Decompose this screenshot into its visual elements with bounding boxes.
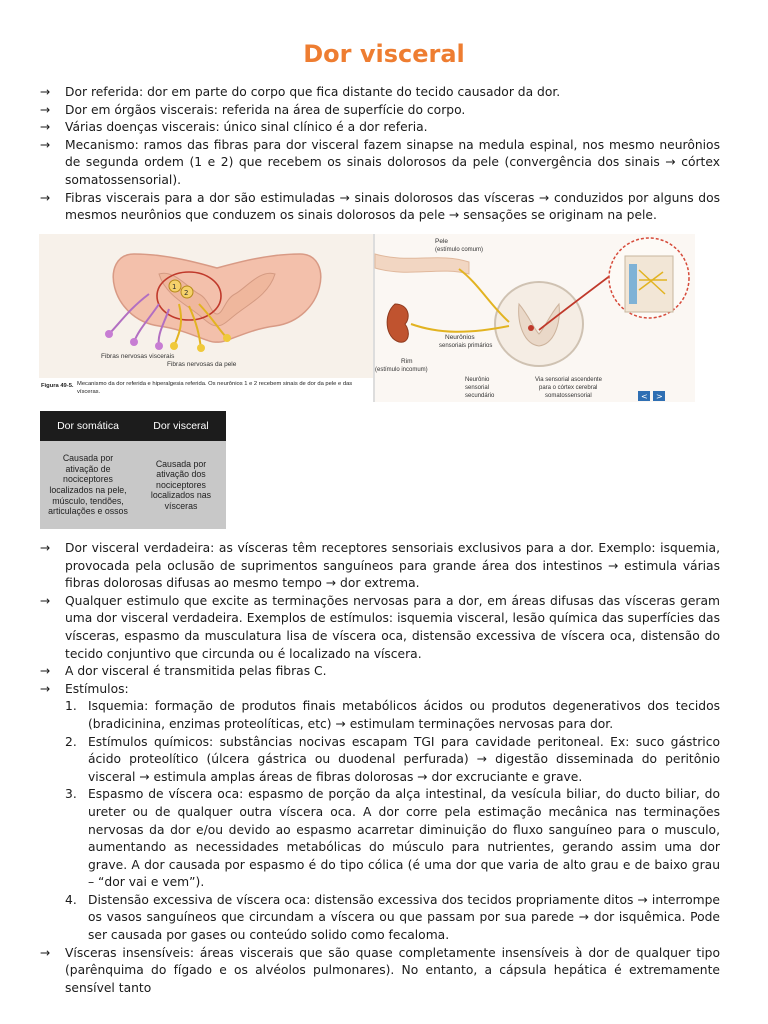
page-title: Dor visceral <box>303 40 465 68</box>
chevron-left-icon: < <box>641 392 648 401</box>
stimulus-item: 1. Isquemia: formação de produtos finais metabólicos ácidos ou produtos degenerativos dos tecidos (bradicinina, enzimas proteolíticas, etc) → estimulam terminações nervosas para dor. <box>65 699 720 731</box>
cell-dor-somatica: Causada por ativação de nociceptores localizados na pele, músculo, tendões, articulações e ossos <box>48 453 128 517</box>
label-neuronio-sec-3: secundário <box>465 393 495 399</box>
list-item: → Estímulos: <box>40 681 720 699</box>
visceral-receptor-3 <box>155 342 163 350</box>
arrow-bullet-icon: → <box>40 120 51 135</box>
header-dor-visceral: Dor visceral <box>153 420 209 432</box>
skin-receptor-1 <box>170 342 178 350</box>
list-item: → Dor em órgãos viscerais: referida na área de superfície do corpo. <box>40 102 720 120</box>
list-item: → Dor visceral verdadeira: as vísceras têm receptores sensoriais exclusivos para a dor. Exemplo: isquemia, provocada pela oclusão de suprimentos sanguíneos para grande área dos intestinos → estimula várias fibras dolorosas difusas ao mesmo tempo → dor extrema. <box>40 541 720 591</box>
bullet-list-bottom <box>40 540 720 997</box>
table-header-row <box>40 411 226 441</box>
label-neuronios-sub: sensoriais primários <box>439 343 493 349</box>
list-item: → Vísceras insensíveis: áreas viscerais que são quase completamente insensíveis à dor de qualquer tipo (parênquima do fígado e os alvéolos pulmonares). No entanto, a cápsula hepática é extremamente sensível tanto <box>40 945 720 995</box>
spinal-cord-right <box>495 282 583 366</box>
figure-caption: Mecanismo da dor referida e hiperalgesia referida. Os neurônios 1 e 2 recebem sinais de dor da pele e das vísceras. <box>77 381 353 395</box>
label-pele: Pele <box>435 238 449 245</box>
arrow-bullet-icon: → <box>40 137 51 152</box>
stimulus-number: 1. <box>65 699 77 714</box>
arrow-bullet-icon: → <box>40 190 51 205</box>
label-pele-sub: (estímulo comum) <box>435 247 484 253</box>
referred-pain-figure <box>39 234 695 402</box>
stimulus-number: 2. <box>65 734 77 749</box>
list-item: → Fibras viscerais para a dor são estimuladas → sinais dolorosos das vísceras → conduzidos por alguns dos mesmos neurônios que conduzem os sinais dolorosos da pele → sensações se originam na pele. <box>40 190 720 223</box>
figure-svg <box>39 234 695 402</box>
cell-dor-visceral: Causada por ativação dos nociceptores localizados nas vísceras <box>150 458 212 511</box>
stimulus-item: 4. Distensão excessiva de víscera oca: distensão excessiva dos tecidos propriamente ditos → interrompe os vasos sanguíneos que circundam a víscera ou que passam por sua parede → dor isquêmica. Pode ser causada por gases ou conteúdo solido como fecaloma. <box>65 892 720 943</box>
chevron-right-icon: > <box>656 392 663 401</box>
list-item: → Dor referida: dor em parte do corpo que fica distante do tecido causador da dor. <box>40 84 720 102</box>
arrow-bullet-icon: → <box>40 664 51 679</box>
visceral-receptor-1 <box>105 330 113 338</box>
label-via-3: somatossensorial <box>545 393 592 399</box>
label-rim-sub: (estímulo incomum) <box>375 367 428 373</box>
skin-receptor-2 <box>197 344 205 352</box>
label-neuronio-sec-1: Neurônio <box>465 377 490 383</box>
list-item: → Mecanismo: ramos das fibras para dor visceral fazem sinapse na medula espinal, nos mesmo neurônios de segunda ordem (1 e 2) que recebem os sinais dolorosos da pele (convergência dos sinais → córtex somatossensorial). <box>40 137 720 187</box>
neuron-1-label: 1 <box>172 283 177 291</box>
figure-caption-wrap <box>77 380 371 402</box>
arrow-bullet-icon: → <box>40 945 51 960</box>
list-item: → A dor visceral é transmitida pelas fibras C. <box>40 663 720 681</box>
arrow-bullet-icon: → <box>40 593 51 608</box>
label-skin-fibers: Fibras nervosas da pele <box>167 361 237 368</box>
label-rim: Rim <box>401 358 413 365</box>
stimuli-list <box>40 698 720 944</box>
visceral-receptor-2 <box>130 338 138 346</box>
list-item: → Várias doenças viscerais: único sinal clínico é a dor referia. <box>40 119 720 137</box>
list-item: → Qualquer estimulo que excite as terminações nervosas para a dor, em áreas difusas das vísceras geram uma dor visceral verdadeira. Exemplos de estímulos: isquemia visceral, lesão química das superfícies das vísceras, espasmo da musculatura lisa de víscera oca, distensão excessiva de víscera oca, distensão do tecido conjuntivo que circunda ou é localizado na víscera. <box>40 593 720 661</box>
label-visceral-fibers: Fibras nervosas viscerais <box>101 353 175 360</box>
stimulus-item: 3. Espasmo de víscera oca: espasmo de porção da alça intestinal, da vesícula biliar, do ducto biliar, do ureter ou de qualquer outra víscera oca. A dor corre pela estimação mecânica nas terminações nervosas da dor e/ou devido ao espasmo acarretar diminuição do fluxo sanguíneo para o musculo, aumentando as necessidades metabólicas do músculo para nutrientes, gerando assim uma dor grave. A dor causada por espasmo é do tipo cólica (é uma dor que varia de alto grau e de baixo grau – “dor vai e vem”). <box>65 787 720 890</box>
stimulus-number: 4. <box>65 892 77 907</box>
label-via-1: Via sensorial ascendente <box>535 377 602 383</box>
bullet-list-top <box>40 84 720 225</box>
inset-blue-strip <box>629 264 637 304</box>
neuron-2-label: 2 <box>184 289 189 297</box>
label-via-2: para o córtex cerebral <box>539 385 598 391</box>
table-body-row <box>40 441 226 529</box>
arrow-bullet-icon: → <box>40 85 51 99</box>
stimulus-item: 2. Estímulos químicos: substâncias nocivas escapam TGI para cavidade peritoneal. Ex: suco gástrico ácido proteolítico (úlcera gástrica ou duodenal perfurada) → digestão disseminada do peritônio visceral → estimula amplas áreas de fibras dolorosas → dor excruciante e grave. <box>65 734 720 784</box>
arrow-bullet-icon: → <box>40 681 51 696</box>
arrow-bullet-icon: → <box>40 541 51 555</box>
skin-receptor-3 <box>223 334 231 342</box>
header-dor-somatica: Dor somática <box>57 420 119 432</box>
label-neuronios: Neurônios <box>445 334 475 341</box>
arrow-bullet-icon: → <box>40 102 51 117</box>
synapse-dot <box>528 325 534 331</box>
comparison-table <box>40 411 226 529</box>
label-neuronio-sec-2: sensorial <box>465 385 490 391</box>
stimulus-number: 3. <box>65 787 77 802</box>
figure-caption-number: Figura 49-5. <box>41 383 74 389</box>
